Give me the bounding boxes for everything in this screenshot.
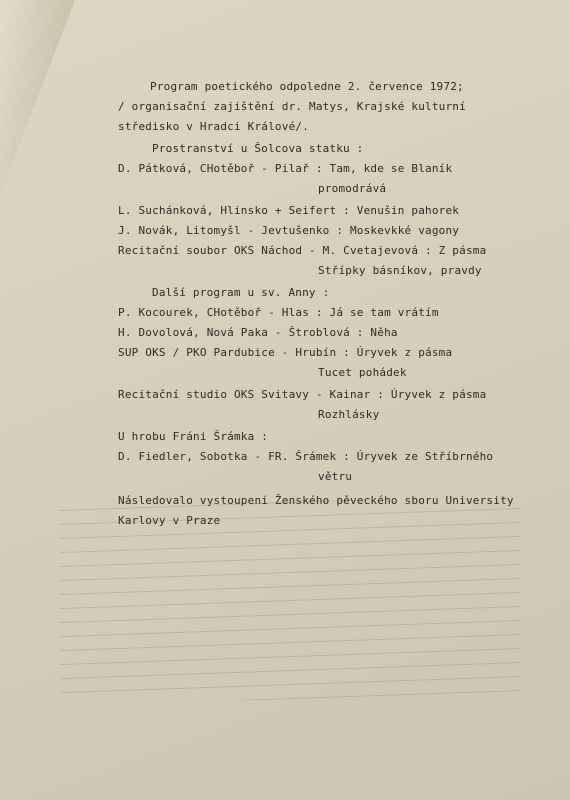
program-item-continuation: větru [318, 470, 353, 483]
program-item-continuation: promodrává [318, 182, 387, 195]
program-item-continuation: Střípky básníkov, pravdy [318, 264, 482, 277]
section-heading-solc: Prostranství u Šolcova statku : [152, 142, 364, 155]
organisation-line: / organisační zajištění dr. Matys, Krajské kulturní [118, 100, 466, 113]
closing-line-2: Karlovy v Praze [118, 514, 221, 527]
section-heading-anna: Další program u sv. Anny : [152, 286, 330, 299]
program-item: Recitační studio OKS Svitavy - Kainar : Úryvek z pásma [118, 388, 487, 401]
program-item: J. Novák, Litomyšl - Jevtušenko : Moskevkké vagony [118, 224, 460, 237]
program-item: L. Suchánková, Hlinsko + Seifert : Venušin pahorek [118, 204, 460, 217]
bleed-through-text [60, 500, 520, 700]
program-item: D. Fiedler, Sobotka - FR. Šrámek : Úryvek ze Stříbrného [118, 450, 494, 463]
program-item-continuation: Rozhlásky [318, 408, 380, 421]
program-item-continuation: Tucet pohádek [318, 366, 407, 379]
program-item: H. Dovolová, Nová Paka - Štroblová : Něha [118, 326, 398, 339]
section-heading-sramek: U hrobu Fráni Šrámka : [118, 430, 269, 443]
program-title-line: Program poetického odpoledne 2. července 1972; [150, 80, 464, 93]
program-item: SUP OKS / PKO Pardubice - Hrubín : Úryvek z pásma [118, 346, 453, 359]
program-item: Recitační soubor OKS Náchod - M. Cvetajevová : Z pásma [118, 244, 487, 257]
closing-line: Následovalo vystoupení Ženského pěveckého sboru University [118, 494, 514, 507]
program-item: D. Pátková, CHotěboř - Pilař : Tam, kde se Blaník [118, 162, 453, 175]
program-item: P. Kocourek, CHotěboř - Hlas : Já se tam vrátím [118, 306, 439, 319]
organisation-line-2: středisko v Hradci Králové/. [118, 120, 310, 133]
